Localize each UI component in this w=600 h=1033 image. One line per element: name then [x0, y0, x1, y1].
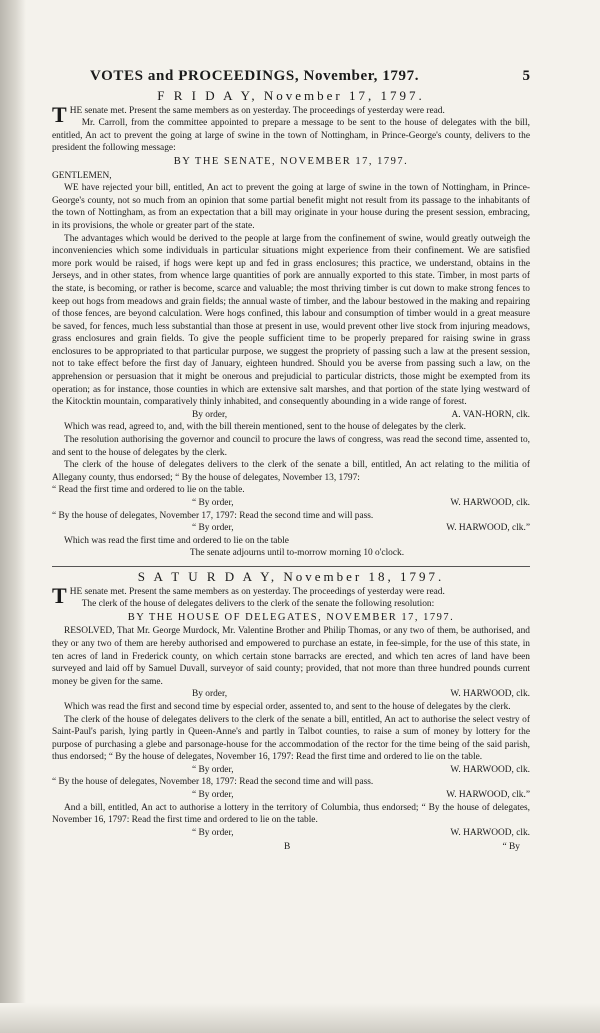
resolution-paragraph: RESOLVED, That Mr. George Murdock, Mr. Valentine Brother and Philip Thomas, or any two of them, be authorised, and they or any two of them are hereby authorised and empowered to purchase an estate, in fee-simple, for the use of this state, in ten acres of land in Frederick county, on which certain stone barracks are erected, and which ten acres of land have been surveyed and laid off by Samuel Duvall, surveyor of said county; provided, that not more than three hundred pounds current money be given for the same.: [52, 626, 530, 687]
paragraph: The resolution authorising the governor and council to procure the laws of congress, was read the second time, assented to, and sent to the house of delegates by the clerk.: [52, 435, 530, 458]
running-header: [90, 68, 530, 86]
paragraph: Which was read the first and second time by especial order, assented to, and sent to the house of delegates by the clerk.: [64, 701, 511, 712]
paragraph: “ Read the first time and ordered to lie on the table.: [52, 485, 245, 496]
page-body: [52, 88, 530, 854]
paragraph: The clerk of the house of delegates delivers to the clerk of the senate a bill, entitled, An act to authorise the select vestry of Saint-Paul's parish, lying partly in Queen-Anne's and partly in Talbot counties, to raise a sum of money by lottery for the purpose of purchasing a glebe and parsonage-house for the accommodation of the rector for the time being of the said parish, thus endorsed; “ By the house of delegates, November 16, 1797: Read the first time and ordered to lie on the table.: [52, 714, 530, 763]
paragraph: The clerk of the house of delegates delivers to the clerk of the senate the following resolution:: [81, 599, 435, 610]
paragraph: Mr. Carroll, from the committee appointed to prepare a message to be sent to the house of delegates with the bill, entitled, An act to prevent the going at large of swine in the town of Nottingham, in Prince-George's county, delivers to the president the following message:: [52, 118, 530, 154]
salutation: GENTLEMEN,: [52, 170, 112, 181]
paragraph: Which was read, agreed to, and, with the bill therein mentioned, sent to the house of delegates by the clerk.: [64, 422, 466, 433]
page-left-shadow: [0, 0, 26, 1033]
message-paragraph: WE have rejected your bill, entitled, An act to prevent the going at large of swine in the town of Nottingham, in Prince-George's county, not so much from an opinion that some partial benefit might not result from its passage to the inhabitants of the town of Nottingham, as from an expectation that a bill may originate in your house during the present session, embracing, in its provisions, the whole or greater part of the state.: [52, 183, 530, 231]
signature-mark: B: [284, 842, 291, 853]
house-heading: BY THE HOUSE OF DELEGATES, NOVEMBER 17, 1797.: [127, 611, 455, 623]
signature-line: “ By order, W. HARWOOD, clk.: [192, 764, 530, 775]
drop-cap: T: [52, 101, 67, 127]
message-paragraph: The advantages which would be derived to the people at large from the confinement of swine, would greatly outweigh the inconveniencies which some individuals in particular situations might experience from their confinement. We are satisfied more pork would be raised, if hogs were kept up and fed in grass enclosures; this practice, we understand, obtains in the Jerseys, and in other states, from whence large quantities of pork are annually exported to this state. Timber, in most parts of the state, is becoming, or rather is become, scarce and valuable; the most thriving timber is cut down to make strong fences to keep out hogs from meadows and grain fields; the annual waste of timber, and the labour bestowed in the making and repairing of those fences, are beyond calculation. Were hogs confined, this labour and consumption of timber would in a great measure be saved, for fences, much less substantial than those at present in use, would prevent other live stock from injuring meadows, grass enclosures and grain fields. To give the people sufficient time to be properly prepared for raising swine in grass enclosures to be appropriated to that particular purpose, we suggest the propriety of passing such a law at the present session, not to take effect before the first day of January, eighteen hundred. Should you be averse from passing such a law, on the apprehension or persuasion that it might be onerous and prejudicial to particular districts, those might be exempted from its operation; as for instance, those counties in which are extensive salt marshes, and that portion of the state lying westward of the Kitocktin mountain, comparatively thinly inhabited, and consequently abounding in a wide range of forest.: [52, 233, 530, 408]
section-divider: [52, 566, 530, 567]
paragraph: Which was read the first time and ordered to lie on the table: [64, 535, 289, 546]
adjournment-line: The senate adjourns until to-morrow morning 10 o'clock.: [189, 548, 405, 559]
drop-cap: T: [52, 582, 67, 608]
running-head-title: VOTES and PROCEEDINGS, November, 1797.: [90, 68, 420, 84]
signature-line: “ By order, W. HARWOOD, clk.: [192, 827, 530, 838]
day-heading-friday: F R I D A Y, November 17, 1797.: [157, 88, 425, 103]
signature-line: By order, A. VAN-HORN, clk.: [192, 409, 530, 420]
signature-line: By order, W. HARWOOD, clk.: [192, 689, 530, 700]
day-heading-saturday: S A T U R D A Y, November 18, 1797.: [137, 568, 445, 584]
catchword: “ By: [502, 842, 520, 853]
senate-heading: BY THE SENATE, NOVEMBER 17, 1797.: [173, 155, 409, 167]
paragraph: THE senate met. Present the same members as on yesterday. The proceedings of yesterday were read.: [52, 101, 445, 127]
paragraph: The clerk of the house of delegates delivers to the clerk of the senate a bill, entitled, An act relating to the militia of Allegany county, thus endorsed; “ By the house of delegates, November 13, 1797:: [52, 460, 530, 483]
signature-line: “ By order, W. HARWOOD, clk.”: [192, 790, 530, 801]
paragraph: And a bill, entitled, An act to authorise a lottery in the territory of Columbia, thus endorsed; “ By the house of delegates, November 16, 1797: Read the first time and ordered to lie on the table.: [52, 802, 530, 826]
paragraph: THE senate met. Present the same members as on yesterday. The proceedings of yesterday were read.: [52, 582, 445, 608]
signature-line: “ By order, W. HARWOOD, clk.: [192, 498, 530, 508]
page-bottom-shadow: [0, 1003, 600, 1033]
paragraph: “ By the house of delegates, November 17, 1797: Read the second time and will pass.: [52, 510, 374, 521]
paragraph: “ By the house of delegates, November 18, 1797: Read the second time and will pass.: [52, 777, 374, 788]
page-footer: [52, 841, 530, 854]
signature-line: “ By order, W. HARWOOD, clk.”: [192, 523, 530, 534]
page-number: 5: [522, 68, 530, 84]
